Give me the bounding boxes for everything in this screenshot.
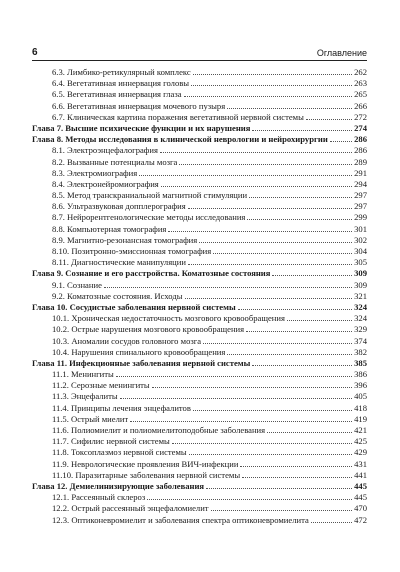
dot-leader xyxy=(188,257,352,265)
toc-entry-title: 8.5. Метод транскраниальной магнитной стимуляции xyxy=(52,190,248,201)
toc-entry-page: 299 xyxy=(354,212,367,223)
dot-leader xyxy=(287,313,352,321)
toc-entry-title: 8.11. Диагностические манипуляции xyxy=(52,257,186,268)
dot-leader xyxy=(191,78,352,86)
toc-entry-title: 12.3. Оптиконевромиелит и заболевания спектра оптиконевромиелита xyxy=(52,514,309,525)
toc-section-entry xyxy=(32,324,367,335)
toc-entry-page: 385 xyxy=(354,357,367,368)
toc-section-entry xyxy=(32,470,367,481)
toc-entry-title: 8.9. Магнитно-резонансная томография xyxy=(52,234,198,245)
toc-entry-title: 12.1. Рассеянный склероз xyxy=(52,492,146,503)
toc-entry-title: 11.2. Серозные менингиты xyxy=(52,380,150,391)
toc-section-entry xyxy=(32,336,367,347)
toc-chapter-entry xyxy=(32,302,367,313)
dot-leader xyxy=(227,101,352,109)
toc-section-entry xyxy=(32,503,367,514)
toc-section-entry xyxy=(32,436,367,447)
dot-leader xyxy=(272,268,352,276)
toc-entry-page: 386 xyxy=(354,369,367,380)
dot-leader xyxy=(116,369,352,377)
dot-leader xyxy=(189,447,352,455)
toc-entry-title: 10.4. Нарушения спинального кровообращения xyxy=(52,346,226,357)
toc-section-entry xyxy=(32,235,367,246)
dot-leader xyxy=(184,89,353,97)
toc-entry-title: 6.7. Клиническая картина поражения вегетативной нервной системы xyxy=(52,111,304,122)
toc-entry-title: 8.3. Электромиография xyxy=(52,167,138,178)
toc-entry-title: 8.4. Электронейромиография xyxy=(52,178,159,189)
toc-entry-page: 294 xyxy=(354,178,367,189)
dot-leader xyxy=(238,302,352,310)
toc-entry-title: 11.5. Острый миелит xyxy=(52,413,129,424)
toc-entry-page: 441 xyxy=(354,469,367,480)
toc-entry-title: 8.2. Вызванные потенциалы мозга xyxy=(52,156,178,167)
toc-entry-page: 405 xyxy=(354,391,367,402)
toc-entry-title: 8.10. Позитронно-эмиссионная томография xyxy=(52,246,212,256)
toc-entry-page: 302 xyxy=(354,234,367,245)
toc-chapter-entry xyxy=(32,123,367,134)
toc-section-entry xyxy=(32,313,367,324)
toc-entry-title: 11.6. Полиомиелит и полиомиелитоподобные заболевания xyxy=(52,425,266,435)
toc-entry-page: 419 xyxy=(354,413,367,424)
toc-entry-title: 9.2. Коматозные состояния. Исходы xyxy=(52,290,183,301)
toc-entry-title: 6.4. Вегетативная иннервация головы xyxy=(52,78,190,89)
toc-section-entry xyxy=(32,459,367,470)
toc-entry-page: 421 xyxy=(354,425,367,435)
dot-leader xyxy=(242,470,352,478)
toc-entry-page: 309 xyxy=(354,268,367,279)
dot-leader xyxy=(160,145,352,153)
toc-entry-page: 309 xyxy=(354,279,367,290)
toc-section-entry xyxy=(32,101,367,112)
toc-entry-page: 445 xyxy=(354,480,367,491)
toc-entry-title: Глава 11. Инфекционные заболевания нервной системы xyxy=(32,357,251,368)
toc-entry-page: 396 xyxy=(354,380,367,391)
toc-section-entry xyxy=(32,168,367,179)
toc-entry-page: 324 xyxy=(354,313,367,324)
toc-entry-page: 262 xyxy=(354,67,367,77)
toc-section-entry xyxy=(32,403,367,414)
toc-entry-page: 445 xyxy=(354,492,367,503)
dot-leader xyxy=(130,414,352,422)
dot-leader xyxy=(227,347,352,355)
toc-entry-page: 265 xyxy=(354,89,367,100)
dot-leader xyxy=(172,436,352,444)
toc-entry-title: 11.8. Токсоплазмоз нервной системы xyxy=(52,447,187,458)
toc-section-entry xyxy=(32,414,367,425)
dot-leader xyxy=(168,224,352,232)
toc-chapter-entry xyxy=(32,134,367,145)
toc-section-entry xyxy=(32,201,367,212)
toc-section-entry xyxy=(32,369,367,380)
toc-entry-title: 12.2. Острый рассеянный энцефаломиелит xyxy=(52,503,209,514)
toc-entry-title: 6.3. Лимбико-ретикулярный комплекс xyxy=(52,67,191,77)
toc-section-entry xyxy=(32,145,367,156)
dot-leader xyxy=(206,481,352,489)
toc-entry-page: 297 xyxy=(354,201,367,212)
toc-chapter-entry xyxy=(32,358,367,369)
toc-section-entry xyxy=(32,157,367,168)
toc-entry-page: 286 xyxy=(354,145,367,156)
toc-section-entry xyxy=(32,257,367,268)
toc-section-entry xyxy=(32,347,367,358)
toc-entry-page: 297 xyxy=(354,190,367,201)
toc-entry-title: 9.1. Сознание xyxy=(52,279,102,290)
toc-entry-title: 8.1. Электроэнцефалография xyxy=(52,145,158,156)
toc-entry-title: 10.3. Аномалии сосудов головного мозга xyxy=(52,335,202,346)
toc-section-entry xyxy=(32,391,367,402)
toc-entry-title: 8.8. Компьютерная томография xyxy=(52,223,167,234)
dot-leader xyxy=(246,324,352,332)
toc-entry-page: 418 xyxy=(354,402,367,413)
toc-entry-page: 286 xyxy=(354,134,367,145)
toc-entry-page: 305 xyxy=(354,257,367,268)
dot-leader xyxy=(161,179,352,187)
toc-entry-title: 8.6. Ультразвуковая допплерография xyxy=(52,201,186,212)
toc-entry-page: 289 xyxy=(354,156,367,167)
toc-section-entry xyxy=(32,78,367,89)
running-title: Оглавление xyxy=(316,48,367,58)
toc-entry-title: 10.1. Хроническая недостаточность мозгового кровообращения xyxy=(52,313,285,324)
dot-leader xyxy=(185,291,353,299)
dot-leader xyxy=(139,168,352,176)
toc-entry-title: Глава 9. Сознание и его расстройства. Коматозные состояния xyxy=(32,268,271,279)
toc-entry-page: 274 xyxy=(354,122,367,133)
toc-entry-page: 429 xyxy=(354,447,367,458)
toc-section-entry xyxy=(32,190,367,201)
toc-entry-page: 291 xyxy=(354,167,367,178)
dot-leader xyxy=(240,459,352,467)
toc-entry-title: 11.9. Неврологические проявления ВИЧ-инфекции xyxy=(52,458,239,469)
toc-entry-page: 425 xyxy=(354,436,367,447)
toc-entry-title: 6.5. Вегетативная иннервация глаза xyxy=(52,89,182,100)
toc-entry-page: 431 xyxy=(354,458,367,469)
running-header xyxy=(32,44,367,61)
toc-entry-page: 266 xyxy=(354,100,367,111)
toc-section-entry xyxy=(32,447,367,458)
dot-leader xyxy=(252,358,352,366)
toc-section-entry xyxy=(32,89,367,100)
toc-chapter-entry xyxy=(32,268,367,279)
dot-leader xyxy=(203,336,352,344)
toc-entry-page: 374 xyxy=(354,335,367,346)
dot-leader xyxy=(199,235,352,243)
dot-leader xyxy=(247,212,352,220)
toc-section-entry xyxy=(32,425,367,436)
toc-section-entry xyxy=(32,224,367,235)
dot-leader xyxy=(211,503,353,511)
dot-leader xyxy=(193,403,352,411)
toc-entry-title: 6.6. Вегетативная иннервация мочевого пузыря xyxy=(52,100,226,111)
toc-section-entry xyxy=(32,515,367,526)
toc-entry-page: 382 xyxy=(354,346,367,357)
toc-entry-page: 263 xyxy=(354,78,367,89)
toc-section-entry xyxy=(32,291,367,302)
dot-leader xyxy=(188,201,352,209)
toc-section-entry xyxy=(32,179,367,190)
table-of-contents xyxy=(32,67,367,526)
dot-leader xyxy=(306,112,352,120)
toc-entry-title: 11.3. Энцефалиты xyxy=(52,391,118,402)
toc-section-entry xyxy=(32,112,367,123)
toc-entry-title: 11.7. Сифилис нервной системы xyxy=(52,436,170,447)
toc-entry-title: 11.1. Менингиты xyxy=(52,369,114,380)
toc-entry-page: 329 xyxy=(354,324,367,335)
dot-leader xyxy=(152,380,352,388)
dot-leader xyxy=(330,134,352,142)
toc-entry-page: 321 xyxy=(354,290,367,301)
dot-leader xyxy=(193,67,352,75)
toc-chapter-entry xyxy=(32,481,367,492)
toc-section-entry xyxy=(32,380,367,391)
toc-entry-title: Глава 10. Сосудистые заболевания нервной системы xyxy=(32,301,236,312)
dot-leader xyxy=(267,425,352,433)
dot-leader xyxy=(104,280,352,288)
toc-entry-page: 472 xyxy=(354,514,367,525)
dot-leader xyxy=(120,391,352,399)
dot-leader xyxy=(249,190,352,198)
dot-leader xyxy=(252,123,352,131)
dot-leader xyxy=(213,246,352,254)
toc-entry-page: 324 xyxy=(354,301,367,312)
toc-entry-title: Глава 12. Демиелинизирующие заболевания xyxy=(32,480,205,491)
toc-entry-page: 304 xyxy=(354,246,367,256)
toc-section-entry xyxy=(32,246,367,257)
toc-entry-title: 10.2. Острые нарушения мозгового кровообращения xyxy=(52,324,245,335)
toc-section-entry xyxy=(32,280,367,291)
dot-leader xyxy=(147,492,352,500)
toc-entry-page: 470 xyxy=(354,503,367,514)
dot-leader xyxy=(179,157,352,165)
toc-entry-title: 8.7. Нейрорентгенологические методы исследования xyxy=(52,212,246,223)
page-number: 6 xyxy=(32,47,38,58)
toc-entry-page: 301 xyxy=(354,223,367,234)
toc-entry-title: Глава 8. Методы исследования в клинической неврологии и нейрохирургии xyxy=(32,134,328,145)
dot-leader xyxy=(311,515,352,523)
toc-entry-title: 11.4. Принципы лечения энцефалитов xyxy=(52,402,191,413)
toc-entry-page: 272 xyxy=(354,111,367,122)
toc-entry-title: Глава 7. Высшие психические функции и их нарушения xyxy=(32,122,251,133)
toc-section-entry xyxy=(32,67,367,78)
toc-section-entry xyxy=(32,492,367,503)
toc-entry-title: 11.10. Паразитарные заболевания нервной системы xyxy=(52,469,241,480)
toc-section-entry xyxy=(32,212,367,223)
